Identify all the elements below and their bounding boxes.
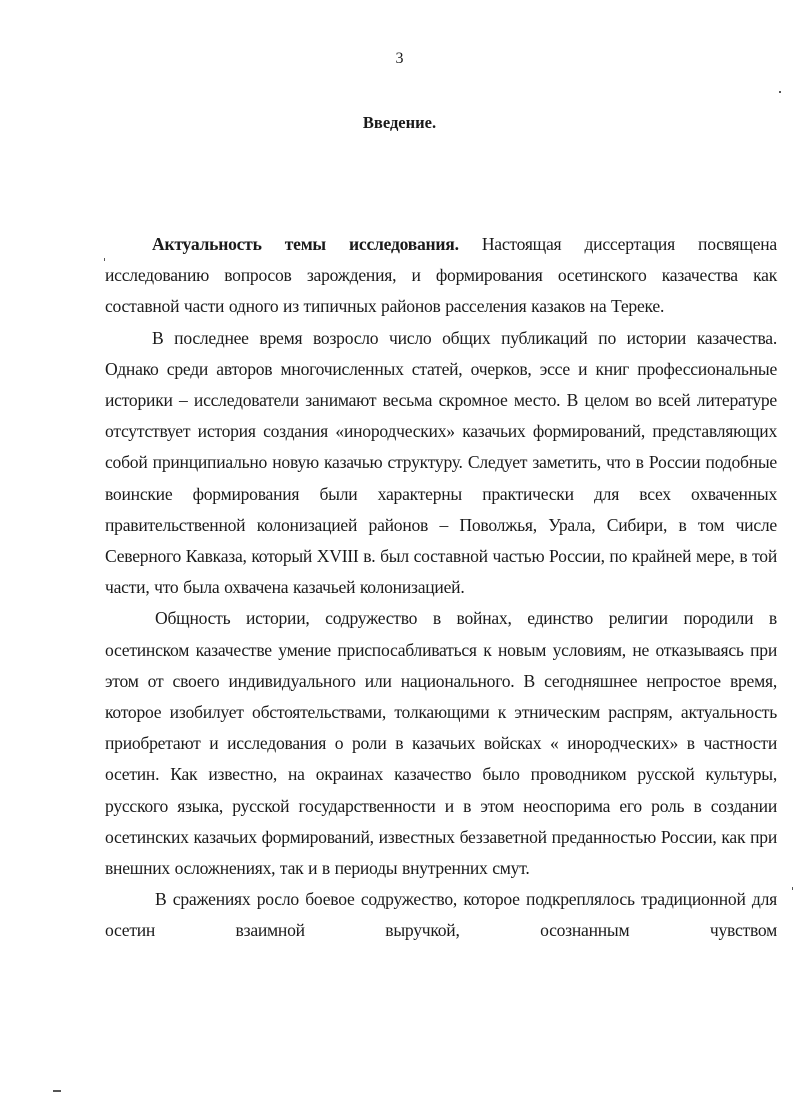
scan-speck — [779, 91, 781, 93]
paragraph — [105, 884, 777, 946]
paragraph-text: В последнее время возросло число общих публикаций по истории казачества. Однако среди авторов многочисленных статей, очерков, эссе и книг профессиональные историки – исследователи занимают весьма скромное место. В целом во всей литературе отсутствует история создания «инородческих» казачьих формирований, представляющих собой принципиально новую казачью структуру. Следует заметить, что в России подобные воинские формирования были характерны практически для всех охваченных правительственной колонизацией районов – Поволжья, Урала, Сибири, в том числе Северного Кавказа, который XVIII в. был составной частью России, по крайней мере, в той части, что была охвачена казачьей колонизацией. — [105, 327, 777, 598]
document-body — [105, 229, 777, 947]
page-number: 3 — [395, 50, 404, 67]
section-heading: Введение. — [362, 113, 437, 132]
scan-speck — [104, 258, 105, 261]
paragraph — [105, 323, 777, 604]
scan-speck — [792, 887, 793, 890]
paragraph-text: В сражениях росло боевое содружество, которое подкреплялось традиционной для осетин взаимной выручкой, осознанным чувством — [105, 889, 777, 941]
paragraph-text: Настоящая диссертация посвящена исследованию вопросов зарождения, и формирования осетинского казачества как составной части одного из типичных районов расселения казаков на Тереке. — [105, 234, 777, 317]
paragraph-relevance — [105, 229, 777, 323]
scan-speck — [53, 1090, 61, 1092]
paragraph — [105, 603, 777, 884]
paragraph-lead: Актуальность темы исследования. — [152, 234, 459, 254]
paragraph-text: Общность истории, содружество в войнах, единство религии породили в осетинском казачестве умение приспосабливаться к новым условиям, не отказываясь при этом от своего индивидуального или национального. В сегодняшнее непростое время, которое изобилует обстоятельствами, толкающими к этническим распрям, актуальность приобретают и исследования о роли в казачьих войсках « инородческих» в частности осетин. Как известно, на окраинах казачество было проводником русской культуры, русского языка, русской государственности и в этом неоспорима его роль в создании осетинских казачьих формирований, известных беззаветной преданностью России, как при внешних осложнениях, так и в периоды внутренних смут. — [105, 608, 777, 879]
